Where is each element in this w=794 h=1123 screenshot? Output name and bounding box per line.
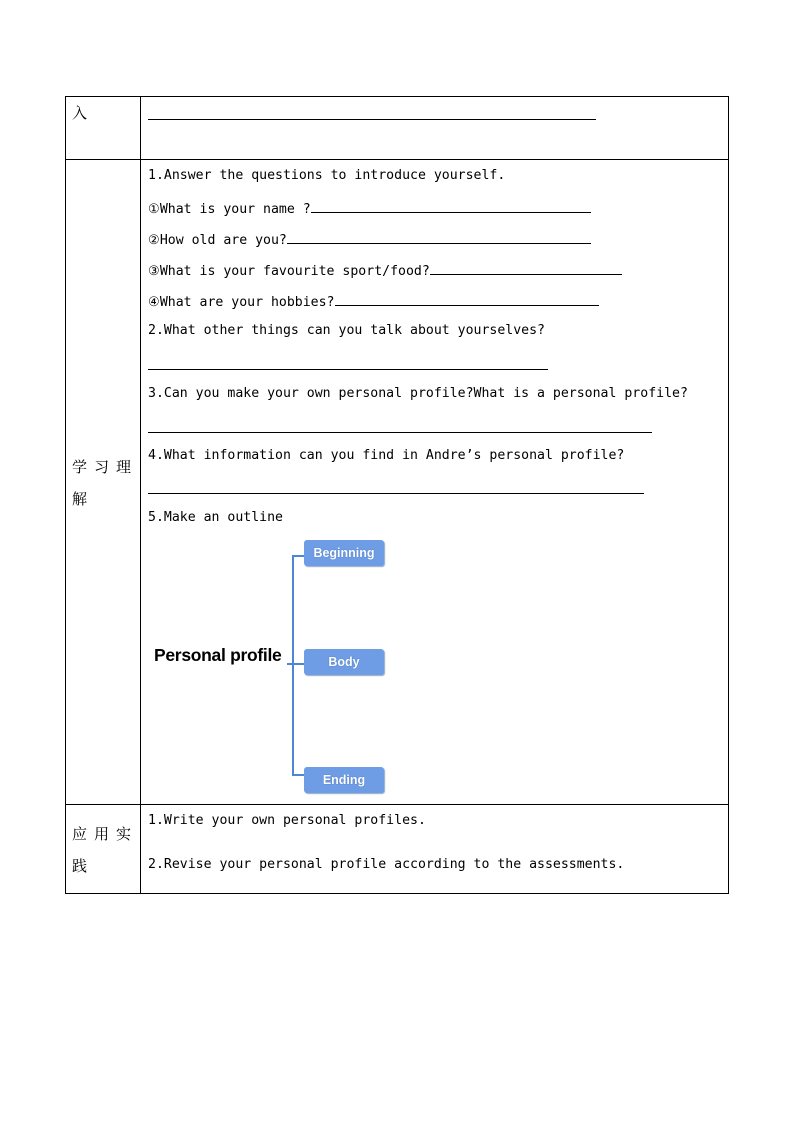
outline-connector-ending — [292, 774, 304, 776]
question-name — [148, 198, 591, 219]
outline-bracket-vertical — [292, 555, 294, 776]
answer-line-task-3[interactable] — [148, 432, 652, 433]
outline-box-beginning[interactable]: Beginning — [304, 540, 384, 566]
task-2-question: 2.What other things can you talk about yourselves? — [148, 323, 545, 338]
row-divider-1 — [65, 159, 729, 160]
question-age — [148, 229, 591, 250]
column-divider — [140, 96, 141, 894]
question-favourite — [148, 260, 622, 281]
outline-connector-beginning — [292, 555, 304, 557]
answer-blank-favourite[interactable] — [430, 260, 622, 275]
question-hobbies-text: ④What are your hobbies? — [148, 295, 335, 310]
row-label-learning: 学习理解 — [72, 458, 139, 508]
outline-box-body[interactable]: Body — [304, 649, 384, 675]
outline-root-label: Personal profile — [154, 645, 282, 665]
row-divider-2 — [65, 804, 729, 805]
question-age-text: ②How old are you? — [148, 233, 287, 248]
table-border-right — [728, 96, 729, 894]
answer-blank-name[interactable] — [311, 198, 591, 213]
task-5-heading: 5.Make an outline — [148, 510, 283, 525]
answer-line-intro[interactable] — [148, 119, 596, 120]
table-border-top — [65, 96, 729, 97]
answer-line-task-2[interactable] — [148, 369, 548, 370]
question-name-text: ①What is your name ? — [148, 202, 311, 217]
row-label-intro: 入 — [72, 104, 95, 122]
answer-blank-hobbies[interactable] — [335, 291, 599, 306]
practice-task-2: 2.Revise your personal profile according to the assessments. — [148, 857, 625, 872]
task-4-question: 4.What information can you find in Andre’s personal profile? — [148, 448, 625, 463]
question-hobbies — [148, 291, 599, 312]
outline-box-ending[interactable]: Ending — [304, 767, 384, 793]
task-3-question: 3.Can you make your own personal profile?What is a personal profile? — [148, 386, 688, 401]
table-border-left — [65, 96, 66, 894]
row-label-practice: 应用实践 — [72, 825, 139, 875]
practice-task-1: 1.Write your own personal profiles. — [148, 813, 426, 828]
outline-connector-body — [292, 663, 304, 665]
question-favourite-text: ③What is your favourite sport/food? — [148, 264, 430, 279]
table-border-bottom — [65, 893, 729, 894]
task-1-heading: 1.Answer the questions to introduce yourself. — [148, 168, 506, 183]
answer-blank-age[interactable] — [287, 229, 591, 244]
answer-line-task-4[interactable] — [148, 493, 644, 494]
